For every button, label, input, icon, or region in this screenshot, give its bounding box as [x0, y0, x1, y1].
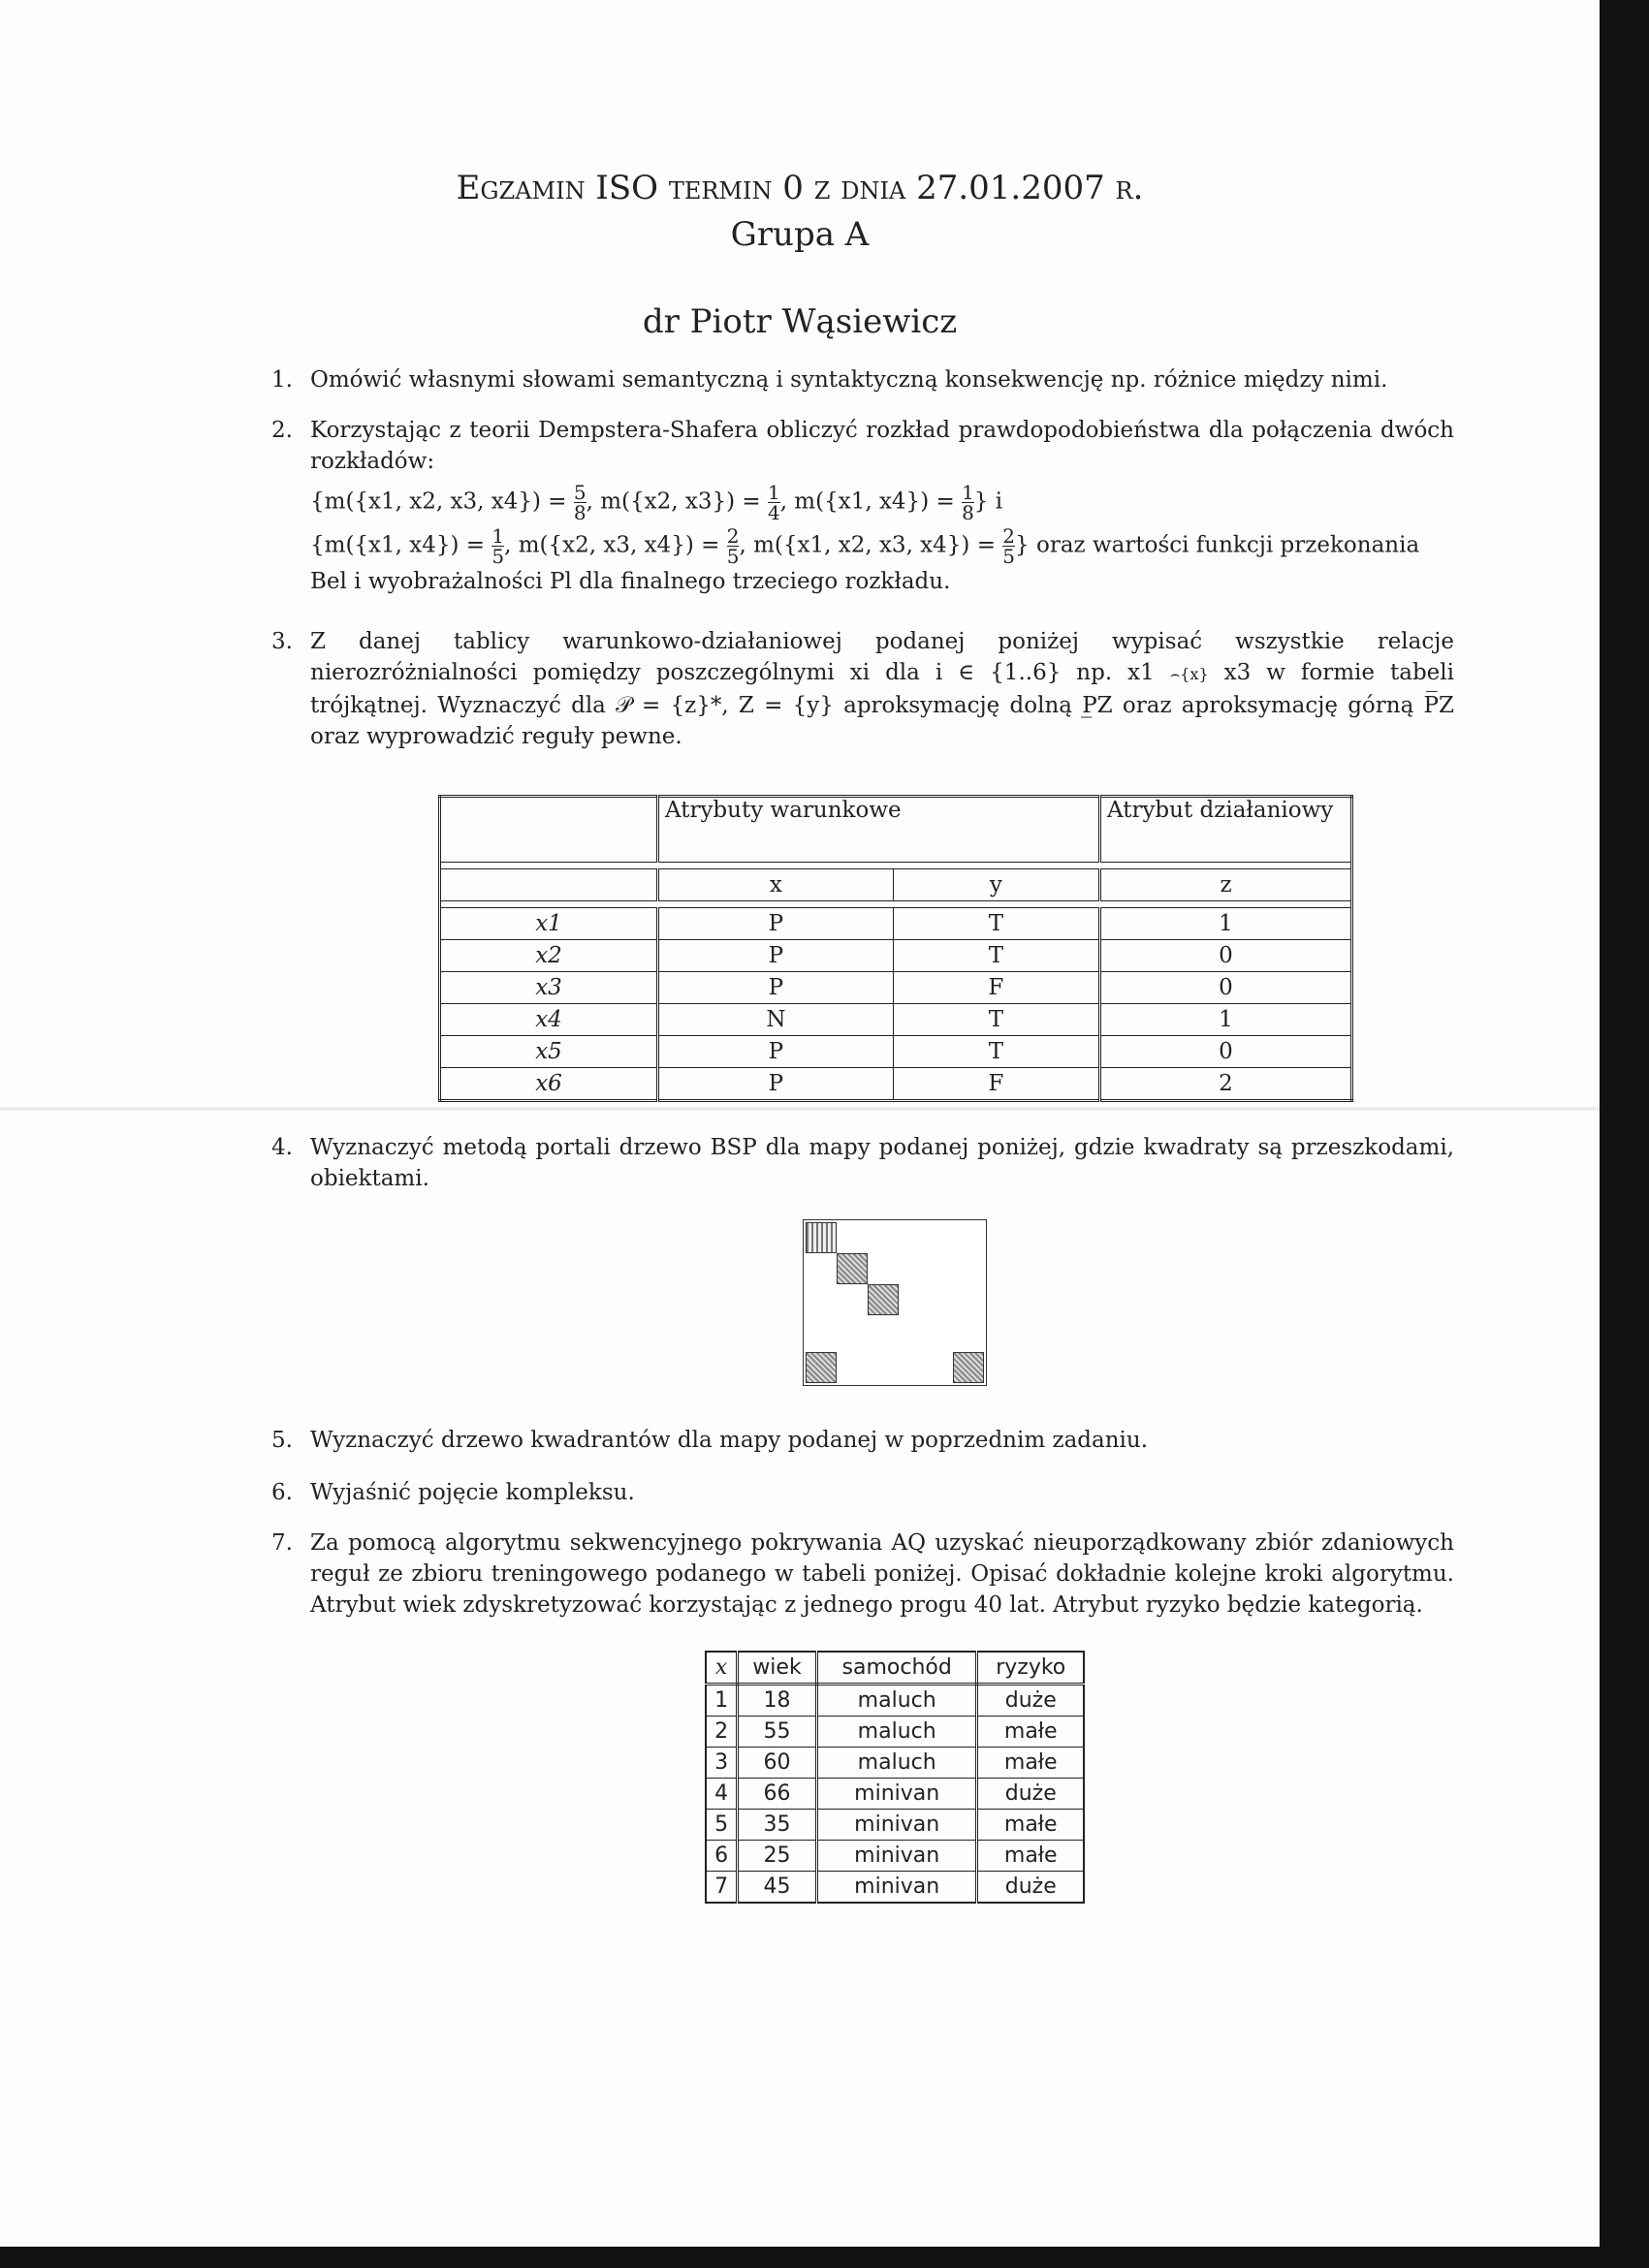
obstacle-square [806, 1222, 837, 1253]
column-header: x [706, 1652, 738, 1685]
table-row: 3 60 maluch małe [706, 1748, 1084, 1779]
question-number: 1. [271, 367, 293, 393]
group-header-decision: Atrybut działaniowy [1100, 797, 1352, 863]
question-number: 5. [271, 1428, 293, 1453]
question-1 [271, 364, 1454, 395]
table-row: x2 P T 0 [440, 940, 1352, 972]
paper-fold-line [0, 1107, 1600, 1111]
table-row: x5 P T 0 [440, 1036, 1352, 1068]
column-header: samochód [816, 1652, 977, 1685]
question-6 [271, 1477, 1454, 1508]
table-row: 1 18 maluch duże [706, 1685, 1084, 1717]
question-text: Za pomocą algorytmu sekwencyjnego pokrywania AQ uzyskać nieuporządkowany zbiór zdaniowych reguł ze zbioru treningowego podanego w tabeli poniżej. Opisać dokładnie kolejne kroki algorytmu. Atrybut wiek zdyskretyzować korzystając z jednego progu 40 lat. Atrybut ryzyko będzie kategorią. [310, 1530, 1454, 1618]
table-row: x6 P F 2 [440, 1068, 1352, 1101]
question-number: 3. [271, 629, 293, 654]
table-row: 6 25 minivan małe [706, 1841, 1084, 1872]
question-text: Wyznaczyć metodą portali drzewo BSP dla mapy podanej poniżej, gdzie kwadraty są przeszkodami, obiektami. [310, 1135, 1454, 1191]
fraction: $\frac{1}{8}$ [962, 481, 974, 524]
question-3 [271, 626, 1455, 752]
column-header: ryzyko [977, 1652, 1084, 1685]
obstacle-square [868, 1284, 899, 1315]
author: dr Piotr Wąsiewicz [642, 302, 958, 341]
table-row: 5 35 minivan małe [706, 1810, 1084, 1841]
group-header-conditional: Atrybuty warunkowe [658, 797, 1100, 863]
question-number: 7. [271, 1530, 293, 1556]
decision-table [438, 795, 1353, 1102]
column-header: z [1100, 869, 1352, 901]
fraction: $\frac{1}{5}$ [492, 524, 505, 568]
question-5 [271, 1425, 1454, 1456]
question-2 [271, 415, 1454, 597]
table-row: x1 P T 1 [440, 908, 1352, 940]
obstacle-map [803, 1219, 987, 1386]
question-text: Wyjaśnić pojęcie kompleksu. [310, 1480, 635, 1505]
fraction: $\frac{2}{5}$ [1002, 524, 1016, 568]
table-row: x3 P F 0 [440, 972, 1352, 1004]
fraction: $\frac{2}{5}$ [726, 524, 740, 568]
fraction: $\frac{1}{4}$ [767, 481, 780, 524]
table-row: 2 55 maluch małe [706, 1717, 1084, 1748]
question-7 [271, 1528, 1454, 1621]
table-row: x4 N T 1 [440, 1004, 1352, 1036]
training-table [705, 1651, 1085, 1904]
fraction: $\frac{5}{8}$ [573, 481, 587, 524]
obstacle-square [837, 1253, 868, 1284]
indiscernibility-symbol: ⌢{x} [1169, 665, 1209, 683]
obstacle-square [953, 1352, 984, 1383]
table-row: 4 66 minivan duże [706, 1779, 1084, 1810]
question-number: 6. [271, 1480, 293, 1505]
question-number: 2. [271, 418, 293, 443]
title-line-2: Grupa A [730, 215, 870, 254]
question-text: Korzystając z teorii Dempstera-Shafera obliczyć rozkład prawdopodobieństwa dla połączenia dwóch rozkładów: [310, 418, 1454, 474]
scan-border-bottom [0, 2247, 1649, 2268]
distribution-2: {m({x1, x4}) = $\frac{1}{5}$ , m({x2, x3, x4}) = $\frac{2}{5}$ , m({x1, x2, x3, x4}) = $\frac{2}{5}$ } oraz wartości funkcji przekonania [310, 524, 1420, 568]
question-number: 4. [271, 1135, 293, 1160]
distribution-1: {m({x1, x2, x3, x4}) = $\frac{5}{8}$ , m({x2, x3}) = $\frac{1}{4}$ , m({x1, x4}) = $\frac{1}{8}$ } i [310, 481, 1003, 524]
question-text: Z danej tablicy warunkowo-działaniowej podanej poniżej wypisać wszystkie relacje nierozróżnialności pomiędzy poszczególnymi xi dla i ∈ {1..6} np. x1 ⌢{x} x3 w formie tabeli trójkątnej. Wyznaczyć dla 𝒫 = {z}*, Z = {y} aproksymację dolną P̲Z oraz aproksymację górną P̅Z oraz wyprowadzić reguły pewne. [310, 629, 1455, 749]
title-line-1: Egzamin ISO termin 0 z dnia 27.01.2007 r. [456, 169, 1144, 207]
question-text: Omówić własnymi słowami semantyczną i syntaktyczną konsekwencję np. różnice między nimi. [310, 367, 1388, 393]
obstacle-square [806, 1352, 837, 1383]
column-header: wiek [738, 1652, 817, 1685]
column-header: x [658, 869, 894, 901]
scan-border-right [1600, 0, 1649, 2268]
table-row: 7 45 minivan duże [706, 1872, 1084, 1904]
question-tail: Bel i wyobrażalności Pl dla finalnego trzeciego rozkładu. [310, 569, 951, 594]
exam-title [0, 165, 1600, 258]
question-4 [271, 1132, 1454, 1194]
column-header: y [893, 869, 1099, 901]
question-text: Wyznaczyć drzewo kwadrantów dla mapy podanej w poprzednim zadaniu. [310, 1428, 1149, 1453]
